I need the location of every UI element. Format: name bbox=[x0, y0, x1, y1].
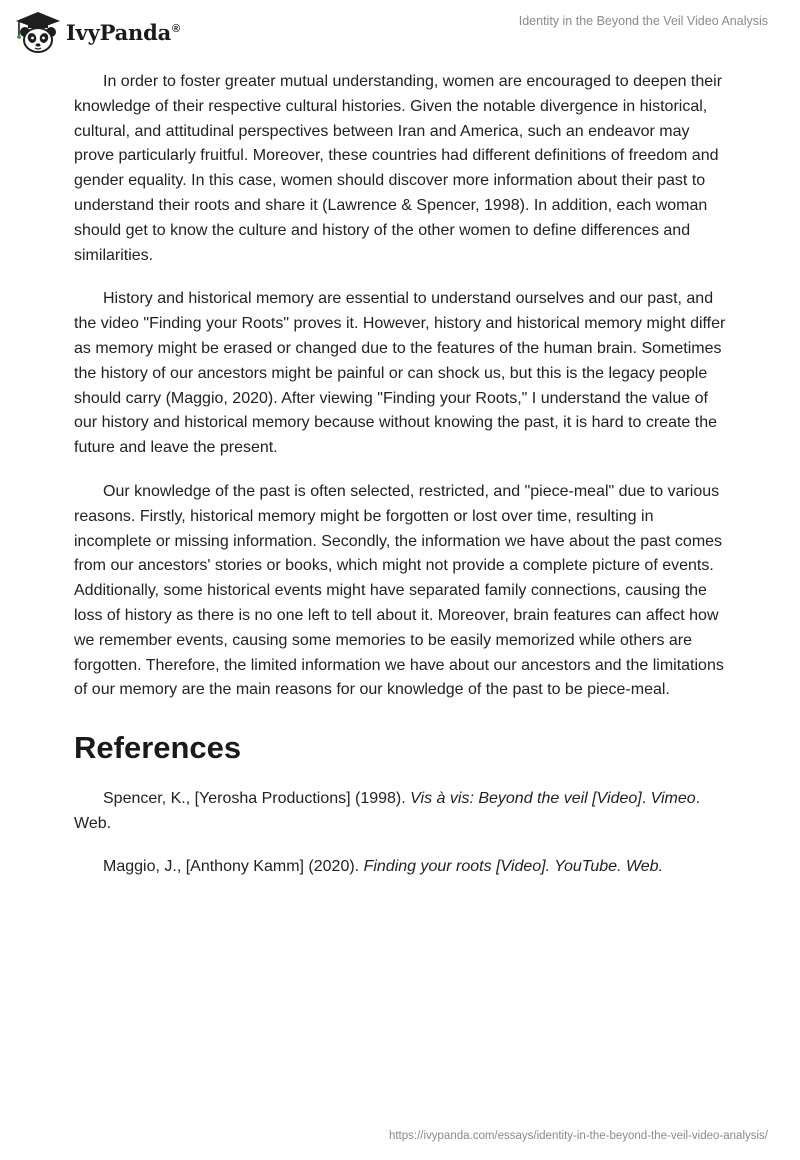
reference-tail: . Web. bbox=[74, 790, 701, 832]
paragraph-2: History and historical memory are essential to understand ourselves and our past, and the video "Finding your Roots" proves it. However, history and historical memory might differ as memory might be erased or changed due to the features of the human brain. Sometimes the history of our ancestors might be painful or can shock us, but this is the legacy people should carry (Maggio, 2020). After viewing "Finding your Roots," I understand the value of our history and historical memory because without knowing the past, it is hard to create the future and leave the present. bbox=[74, 290, 726, 457]
brand-name: IvyPanda® bbox=[66, 19, 180, 45]
reference-item bbox=[74, 787, 730, 837]
reference-source: Vimeo bbox=[650, 790, 696, 808]
reference-title: Vis à vis: Beyond the veil [Video] bbox=[410, 790, 642, 808]
page-header bbox=[0, 0, 800, 66]
source-url[interactable]: https://ivypanda.com/essays/identity-in-the-beyond-the-veil-video-analysis/ bbox=[388, 1130, 768, 1142]
paragraph-3: Our knowledge of the past is often selected, restricted, and "piece-meal" due to various reasons. Firstly, historical memory might be forgotten or lost over time, resulting in incomplete or missing information. Secondly, the information we have about the past comes from our ancestors' stories or books, which might not provide a complete picture of events. Additionally, some historical events might have separated family connections, causing the loss of history as there is no one left to tell about it. Moreover, brain features can affect how we remember events, causing some memories to be easily memorized while others are forgotten. Therefore, the limited information we have about our ancestors and the limitations of our memory are the main reasons for our knowledge of the past to be piece-meal. bbox=[74, 482, 724, 699]
reference-separator: . bbox=[641, 790, 651, 808]
paragraph-1: In order to foster greater mutual understanding, women are encouraged to deepen their knowledge of their respective cultural histories. Given the notable divergence in historical, cultural, and attitudinal perspectives between Iran and America, such an endeavor may prove particularly fruitful. Moreover, these countries had different definitions of freedom and gender equality. In this case, women should discover more information about their past to understand their roots and share it (Lawrence & Spencer, 1998). In addition, each woman should get to know the culture and history of the other women to define differences and similarities. bbox=[74, 73, 723, 264]
references-heading: References bbox=[74, 730, 242, 766]
reference-authors: Maggio, J., [Anthony Kamm] (2020). bbox=[103, 857, 364, 875]
registered-mark: ® bbox=[172, 22, 180, 35]
document-title: Identity in the Beyond the Veil Video Analysis bbox=[518, 14, 768, 28]
reference-item bbox=[74, 855, 730, 880]
reference-authors: Spencer, K., [Yerosha Productions] (1998). bbox=[103, 790, 411, 808]
panda-graduate-icon bbox=[14, 10, 62, 54]
reference-title: Finding your roots [Video]. YouTube. Web. bbox=[363, 857, 664, 875]
brand-logo[interactable] bbox=[14, 10, 180, 54]
essay-body bbox=[74, 70, 730, 898]
